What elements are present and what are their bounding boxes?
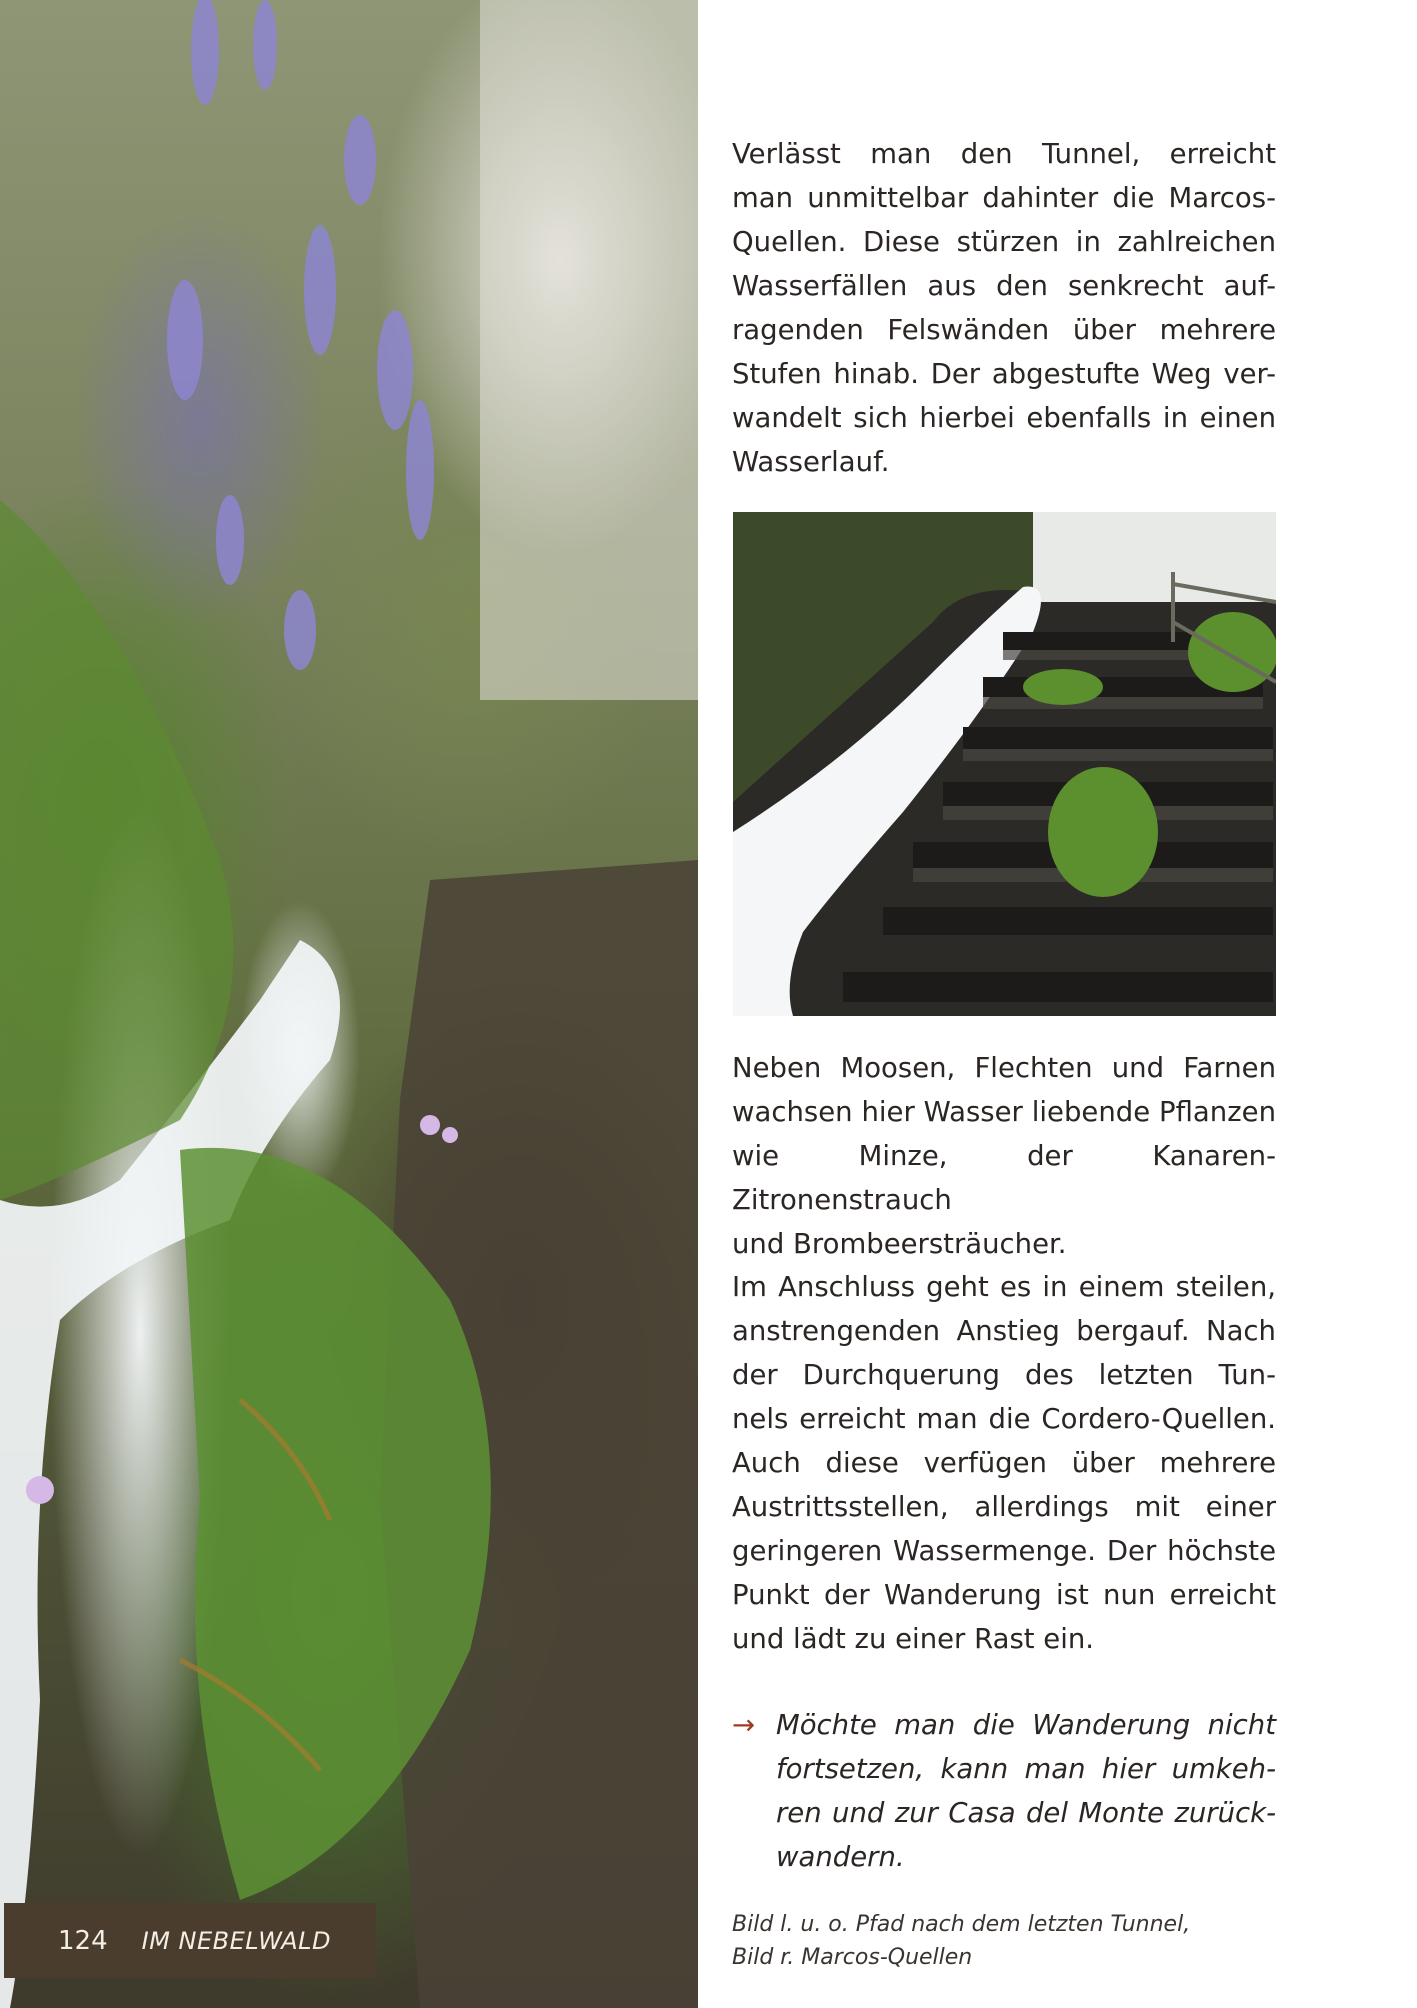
page-footer xyxy=(4,1903,376,1978)
forest-path-photo xyxy=(0,0,698,2008)
text-line: Wasserfällen aus den senkrecht auf- xyxy=(732,270,1276,302)
stream-illustration xyxy=(0,0,698,2008)
text-line: Quellen. Diese stürzen in zahlreichen xyxy=(732,226,1276,258)
text-line: anstrengenden Anstieg bergauf. Nach xyxy=(732,1315,1276,1347)
marcos-springs-photo xyxy=(733,512,1276,1016)
paragraph-ascent xyxy=(732,1265,1276,1661)
text-line: Wasserlauf. xyxy=(732,446,890,478)
text-line: und Brombeersträucher. xyxy=(732,1228,1067,1260)
text-line: wachsen hier Wasser liebende Pflanzen xyxy=(732,1096,1276,1128)
text-line: Möchte man die Wanderung nicht xyxy=(776,1709,1276,1741)
text-line: Auch diese verfügen über mehrere xyxy=(732,1447,1276,1479)
text-line: nels erreicht man die Cordero-Quellen. xyxy=(732,1403,1276,1435)
text-line: ren und zur Casa del Monte zurück- xyxy=(776,1797,1276,1829)
text-line: ragenden Felswänden über mehrere xyxy=(732,314,1276,346)
paragraph-marcos-springs xyxy=(732,132,1276,484)
text-line: der Durchquerung des letzten Tun- xyxy=(732,1359,1276,1391)
section-title: IM NEBELWALD xyxy=(141,1926,332,1955)
text-line: und lädt zu einer Rast ein. xyxy=(732,1623,1095,1655)
text-line: man unmittelbar dahinter die Marcos- xyxy=(732,182,1276,214)
text-line: wandelt sich hierbei ebenfalls in einen xyxy=(732,402,1276,434)
text-line: geringeren Wassermenge. Der höchste xyxy=(732,1535,1276,1567)
text-line: wandern. xyxy=(776,1841,905,1873)
text-line: wie Minze, der Kanaren-Zitronenstrauch xyxy=(732,1140,1276,1216)
text-line: Austrittsstellen, allerdings mit einer xyxy=(732,1491,1276,1523)
text-line: fortsetzen, kann man hier umkeh- xyxy=(776,1753,1276,1785)
caption-line: Bild l. u. o. Pfad nach dem letzten Tunnel, xyxy=(732,1912,1191,1937)
text-line: Im Anschluss geht es in einem steilen, xyxy=(732,1271,1276,1303)
waterfall-illustration xyxy=(733,512,1276,1016)
paragraph-plants xyxy=(732,1046,1276,1266)
image-caption xyxy=(732,1908,1276,1974)
text-line: Verlässt man den Tunnel, erreicht xyxy=(732,138,1276,170)
text-line: Stufen hinab. Der abgestufte Weg ver- xyxy=(732,358,1276,390)
text-line: Neben Moosen, Flechten und Farnen xyxy=(732,1052,1276,1084)
caption-line: Bild r. Marcos-Quellen xyxy=(732,1945,973,1970)
tip-return-note xyxy=(732,1703,1276,1879)
page-number: 124 xyxy=(58,1925,108,1956)
text-line: Punkt der Wanderung ist nun erreicht xyxy=(732,1579,1276,1611)
arrow-right-icon: → xyxy=(732,1709,756,1741)
